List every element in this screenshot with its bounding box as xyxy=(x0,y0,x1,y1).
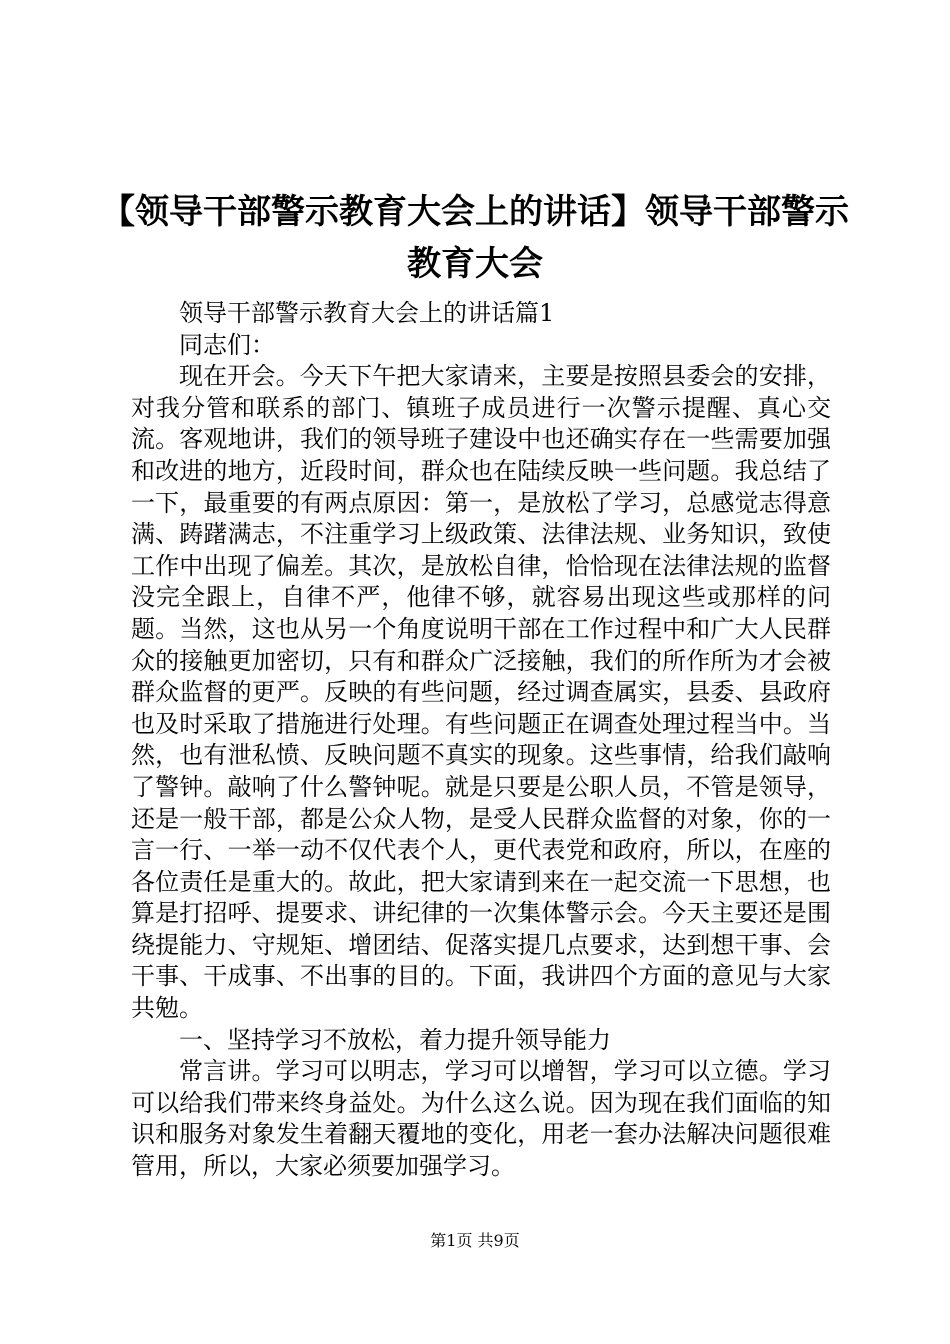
section-heading-1: 一、坚持学习不放松，着力提升领导能力 xyxy=(179,1025,611,1054)
document-body xyxy=(131,298,831,1183)
page-footer: 第1页 共9页 xyxy=(430,1231,520,1250)
paragraph-2: 常言讲。学习可以明志，学习可以增智，学习可以立德。学习可以给我们带来终身益处。为什么这么说。因为现在我们面临的知识和服务对象发生着翻天覆地的变化，用老一套办法解决问题很难管用，所以，大家必须要加强学习。 xyxy=(131,1057,831,1181)
document-title: 【领导干部警示教育大会上的讲话】领导干部警示教育大会 xyxy=(101,192,849,284)
paragraph-1: 现在开会。今天下午把大家请来，主要是按照县委会的安排，对我分管和联系的部门、镇班子成员进行一次警示提醒、真心交流。客观地讲，我们的领导班子建设中也还确实存在一些需要加强和改进的地方，近段时间，群众也在陆续反映一些问题。我总结了一下，最重要的有两点原因：第一，是放松了学习，总感觉志得意满、踌躇满志，不注重学习上级政策、法律法规、业务知识，致使工作中出现了偏差。其次，是放松自律，恰恰现在法律法规的监督没完全跟上，自律不严，他律不够，就容易出现这些或那样的问题。当然，这也从另一个角度说明干部在工作过程中和广大人民群众的接触更加密切，只有和群众广泛接触，我们的所作所为才会被群众监督的更严。反映的有些问题，经过调查属实，县委、县政府也及时采取了措施进行处理。有些问题正在调查处理过程当中。当然，也有泄私愤、反映问题不真实的现象。这些事情，给我们敲响了警钟。敲响了什么警钟呢。就是只要是公职人员，不管是领导，还是一般干部，都是公众人物，是受人民群众监督的对象，你的一言一行、一举一动不仅代表个人，更代表党和政府，所以，在座的各位责任是重大的。故此，把大家请到来在一起交流一下思想，也算是打招呼、提要求、讲纪律的一次集体警示会。今天主要还是围绕提能力、守规矩、增团结、促落实提几点要求，达到想干事、会干事、干成事、不出事的目的。下面，我讲四个方面的意见与大家共勉。 xyxy=(131,362,831,1023)
section-subtitle: 领导干部警示教育大会上的讲话篇1 xyxy=(179,299,555,327)
salutation: 同志们： xyxy=(179,330,275,359)
